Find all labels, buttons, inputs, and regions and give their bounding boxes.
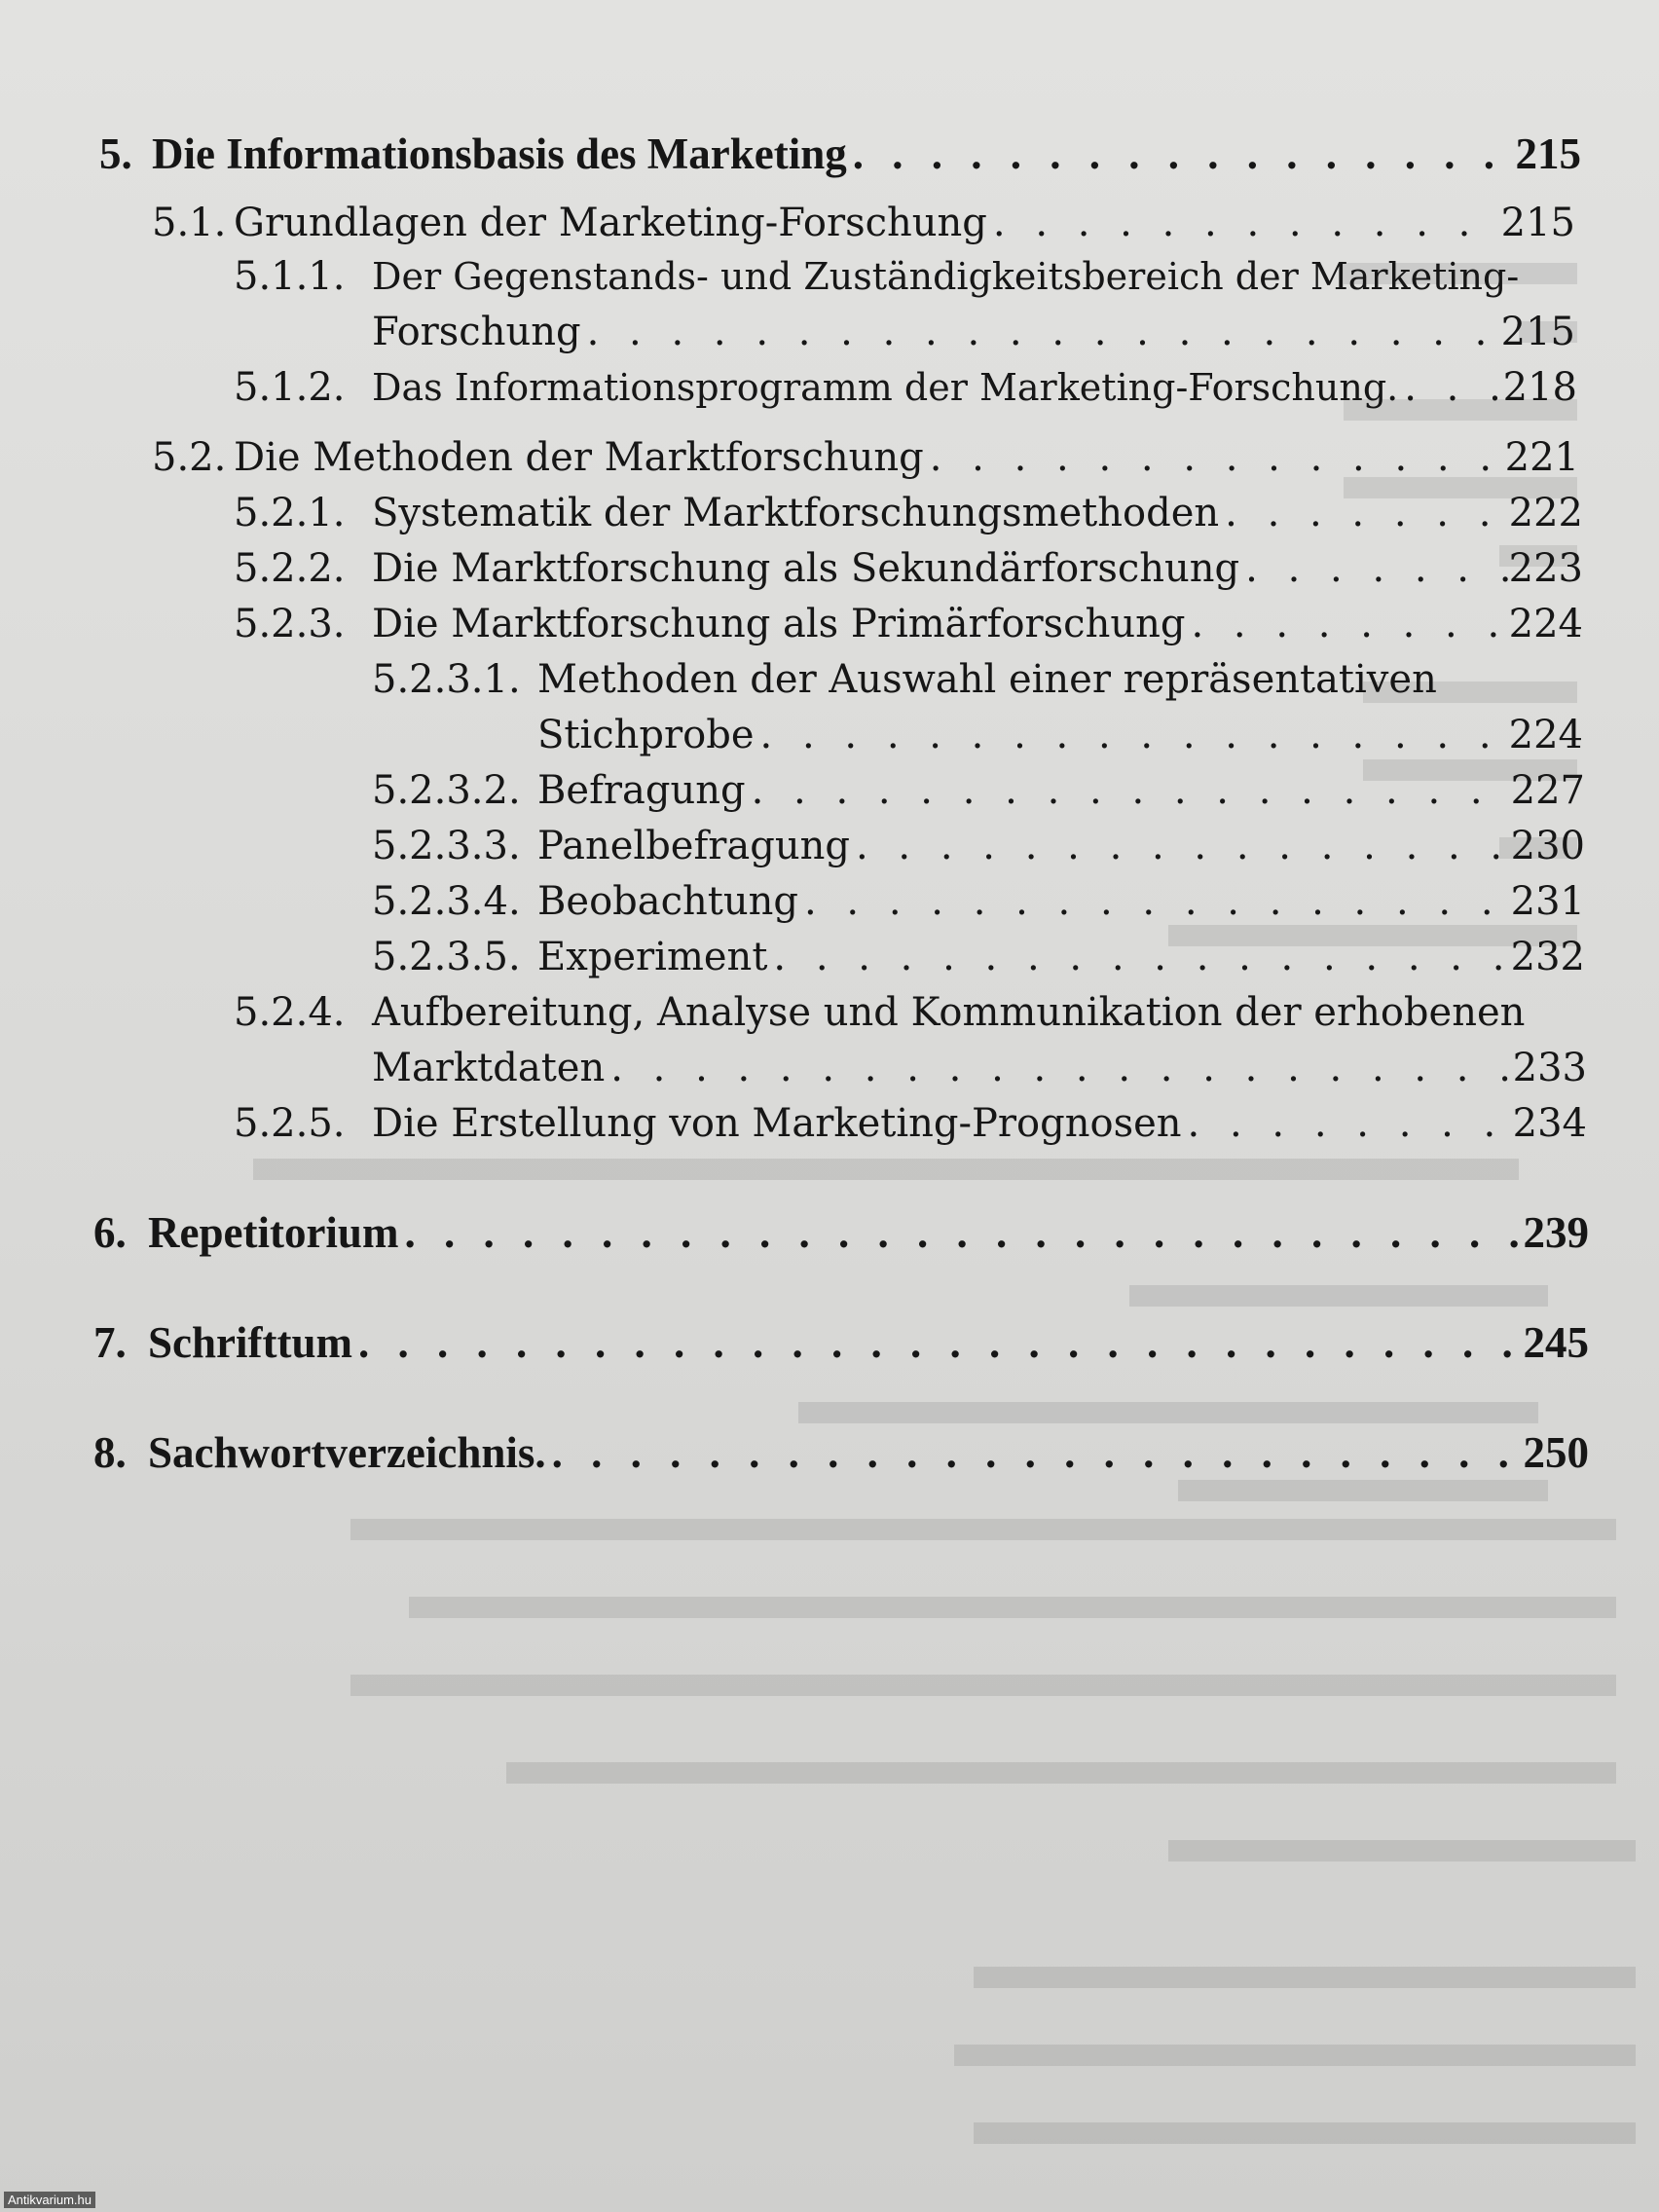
toc-entry-5-1: [152, 198, 1575, 248]
dot-leader: [352, 1317, 1524, 1368]
entry-number: 5.2.1.: [234, 491, 346, 535]
dot-leader: [767, 932, 1510, 982]
dot-leader: [1182, 1098, 1513, 1149]
entry-title: Die Marktforschung als Sekundärforschung: [372, 546, 1240, 591]
toc-entry-5-2-4: [234, 987, 1587, 1038]
toc-entry-5-2-3-3: [372, 821, 1585, 871]
entry-number: 5.2.3.1.: [372, 657, 521, 702]
entry-title-line-1: Aufbereitung, Analyse und Kommunikation der erhobenen: [372, 990, 1526, 1035]
entry-page-number: 224: [1508, 602, 1583, 646]
toc-entry-chapter-5: [99, 129, 1581, 179]
entry-page-number: 222: [1508, 491, 1583, 535]
entry-title: Grundlagen der Marketing-Forschung: [234, 201, 987, 245]
entry-page-number: 218: [1502, 365, 1577, 410]
dot-leader: [546, 1427, 1524, 1478]
dot-leader: [1219, 488, 1509, 538]
toc-entry-5-2-5: [234, 1098, 1587, 1149]
entry-number: 5.2.2.: [234, 546, 346, 591]
entry-page-number: 233: [1512, 1046, 1587, 1090]
toc-entry-5-1-2: [234, 362, 1577, 413]
entry-title: Die Methoden der Marktforschung: [234, 435, 924, 480]
entry-page-number: 215: [1500, 310, 1575, 354]
entry-page-number: 221: [1504, 435, 1579, 480]
dot-leader: [755, 710, 1509, 760]
toc-entry-chapter-8: [93, 1427, 1589, 1478]
dot-leader: [798, 876, 1511, 927]
entry-page-number: 215: [1500, 201, 1575, 245]
entry-page-number: 230: [1510, 824, 1585, 868]
entry-page-number: 239: [1523, 1208, 1589, 1257]
dot-leader: [1239, 543, 1508, 594]
entry-page-number: 250: [1523, 1428, 1589, 1477]
entry-page-number: 215: [1515, 129, 1581, 178]
dot-leader: [398, 1207, 1523, 1258]
entry-page-number: 231: [1510, 879, 1585, 924]
toc-entry-5-2-4-continued: [372, 1043, 1587, 1093]
entry-title: Repetitorium: [148, 1208, 399, 1257]
entry-page-number: 245: [1523, 1318, 1589, 1367]
toc-entry-5-2-3: [234, 599, 1583, 649]
entry-page-number: 234: [1512, 1101, 1587, 1146]
toc-entry-5-2-2: [234, 543, 1583, 594]
dot-leader: [1398, 362, 1502, 413]
entry-title-line-1: Methoden der Auswahl einer repräsentativen: [537, 657, 1437, 702]
toc-entry-5-1-1-continued: [372, 307, 1575, 357]
entry-page-number: 224: [1508, 713, 1583, 757]
toc-entry-5-2-3-1-continued: [537, 710, 1583, 760]
dot-leader: [847, 129, 1516, 179]
toc-entry-5-2-3-2: [372, 765, 1585, 816]
entry-title: Beobachtung: [537, 879, 798, 924]
dot-leader: [1185, 599, 1508, 649]
watermark: Antikvarium.hu: [4, 2192, 95, 2208]
entry-number: 5.2.3.2.: [372, 768, 521, 813]
entry-title: Die Marktforschung als Primärforschung: [372, 602, 1186, 646]
entry-number: 5.2.3.5.: [372, 935, 521, 979]
toc-entry-5-2: [152, 432, 1579, 483]
entry-number: 7.: [93, 1318, 127, 1367]
entry-number: 6.: [93, 1208, 127, 1257]
entry-title: Das Informationsprogramm der Marketing-Forschung.: [372, 366, 1399, 409]
dot-leader: [987, 198, 1501, 248]
entry-title-line-1: Der Gegenstands- und Zuständigkeitsbereich der Marketing-: [372, 255, 1520, 298]
entry-title-line-2: Stichprobe: [537, 713, 755, 757]
toc-entry-chapter-7: [93, 1317, 1589, 1368]
entry-title: Sachwortverzeichnis.: [148, 1428, 546, 1477]
entry-number: 5.2.: [152, 435, 227, 480]
entry-number: 5.2.3.3.: [372, 824, 521, 868]
entry-number: 5.1.: [152, 201, 227, 245]
toc-entry-5-2-3-4: [372, 876, 1585, 927]
dot-leader: [605, 1043, 1512, 1093]
toc-entry-5-2-1: [234, 488, 1583, 538]
entry-number: 5.1.1.: [234, 254, 346, 299]
entry-number: 8.: [93, 1428, 127, 1477]
entry-title: Die Erstellung von Marketing-Prognosen: [372, 1101, 1182, 1146]
entry-number: 5.2.3.: [234, 602, 346, 646]
entry-page-number: 227: [1510, 768, 1585, 813]
entry-title: Systematik der Marktforschungsmethoden: [372, 491, 1220, 535]
entry-title: Schrifttum: [148, 1318, 352, 1367]
entry-number: 5.2.4.: [234, 990, 346, 1035]
entry-title: Experiment: [537, 935, 768, 979]
entry-title-line-2: Forschung: [372, 310, 581, 354]
entry-number: 5.2.5.: [234, 1101, 346, 1146]
entry-number: 5.2.3.4.: [372, 879, 521, 924]
entry-page-number: 232: [1510, 935, 1585, 979]
dot-leader: [850, 821, 1511, 871]
entry-title-line-2: Marktdaten: [372, 1046, 606, 1090]
toc-entry-chapter-6: [93, 1207, 1589, 1258]
entry-title: Die Informationsbasis des Marketing: [152, 129, 847, 178]
toc-entry-5-2-3-1: [372, 654, 1579, 705]
entry-title: Befragung: [537, 768, 746, 813]
toc-entry-5-1-1: [234, 251, 1577, 302]
entry-title: Panelbefragung: [537, 824, 850, 868]
dot-leader: [746, 765, 1511, 816]
toc-entry-5-2-3-5: [372, 932, 1585, 982]
dot-leader: [924, 432, 1505, 483]
entry-number: 5.: [99, 129, 132, 178]
dot-leader: [581, 307, 1501, 357]
entry-page-number: 223: [1508, 546, 1583, 591]
entry-number: 5.1.2.: [234, 365, 346, 410]
